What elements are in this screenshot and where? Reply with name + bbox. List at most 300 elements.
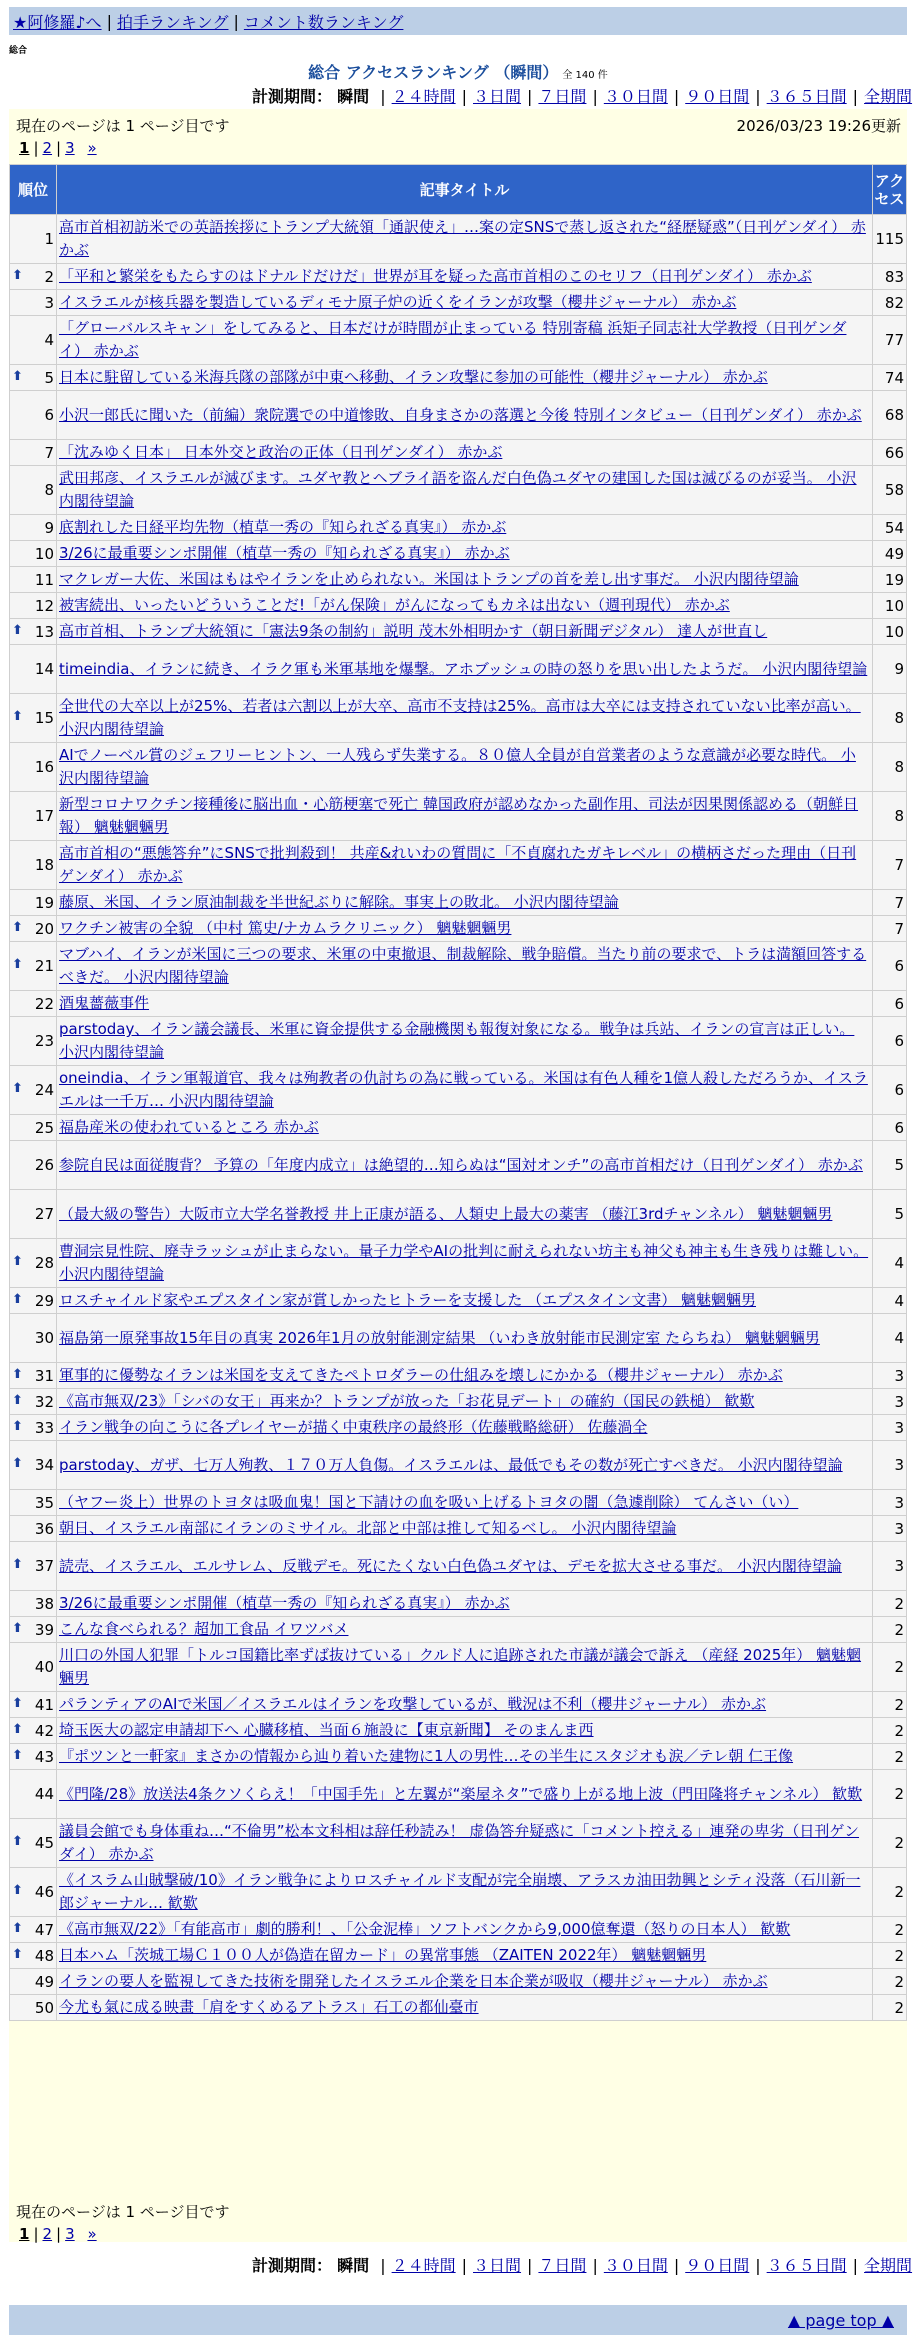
access-count-cell: 3 <box>873 1516 906 1541</box>
period-separator: | <box>592 2256 598 2275</box>
access-count-cell: 6 <box>873 1066 906 1114</box>
article-title-link[interactable]: 高市首相の“悪態答弁”にSNSで批判殺到！ 共産&れいわの質問に「不貞腐れたガキレベル」の横柄さだった理由（日刊ゲンダイ） 赤かぶ <box>59 844 857 885</box>
title-cell <box>57 1917 872 1942</box>
table-row <box>10 1115 906 1140</box>
table-row <box>10 567 906 592</box>
title-cell <box>57 1389 872 1414</box>
home-link[interactable]: ★阿修羅♪へ <box>13 12 102 32</box>
rank-cell <box>10 991 56 1016</box>
rank-number: 7 <box>44 443 54 462</box>
up-arrow-icon: ⬆ <box>12 1747 23 1763</box>
pager-page-link[interactable]: 3 <box>65 2225 75 2243</box>
article-title-link[interactable]: 底割れした日経平均先物（植草一秀の『知られざる真実』） 赤かぶ <box>59 518 507 536</box>
access-count-cell: 4 <box>873 1239 906 1287</box>
table-row <box>10 1314 906 1362</box>
up-arrow-icon: ⬆ <box>12 1946 23 1962</box>
rank-cell <box>10 1617 56 1642</box>
period-separator: | <box>673 2256 680 2275</box>
table-row <box>10 1363 906 1388</box>
table-row <box>10 1718 906 1743</box>
table-row <box>10 290 906 315</box>
period-option-link[interactable]: ３日間 <box>473 2256 522 2275</box>
article-title-link[interactable]: （最大級の警告）大阪市立大学名誉教授 井上正康が語る、人類史上最大の薬害 （藤江3rdチャンネル） 魑魅魍魎男 <box>59 1204 833 1223</box>
up-arrow-icon: ⬆ <box>12 1456 23 1471</box>
rank-cell <box>10 1917 56 1942</box>
article-title-link[interactable]: 読売、イスラエル、エルサレム、反戦デモ。死にたくない白色偽ユダヤは、デモを拡大させる事だ。 小沢内閣待望論 <box>59 1556 842 1575</box>
period-separator: | <box>527 87 533 106</box>
access-count-cell: 8 <box>873 694 906 742</box>
article-title-link[interactable]: イラン戦争の向こうに各プレイヤーが描く中東秩序の最終形（佐藤戦略総研） 佐藤渦全 <box>59 1418 648 1436</box>
access-count-cell: 8 <box>873 743 906 791</box>
period-option-link[interactable]: ２４時間 <box>391 87 456 106</box>
title-cell <box>57 1516 872 1541</box>
period-separator: | <box>380 2256 386 2275</box>
up-arrow-icon: ⬆ <box>12 1081 23 1096</box>
article-title-link[interactable]: 藤原、米国、イラン原油制裁を半世紀ぶりに解除。事実上の敗北。 小沢内閣待望論 <box>59 893 619 911</box>
table-row <box>10 1017 906 1065</box>
period-separator: | <box>852 87 859 106</box>
table-row <box>10 619 906 644</box>
access-count-cell: 4 <box>873 1314 906 1362</box>
article-title-link[interactable]: timeindia、イランに続き、イラク軍も米軍基地を爆撃。アホブッシュの時の怒りを思い出したようだ。 小沢内閣待望論 <box>59 659 868 678</box>
rank-cell <box>10 515 56 540</box>
article-title-link[interactable]: 高市首相、トランプ大統領に「憲法9条の制約」説明 茂木外相明かす（朝日新聞デジタル） 達人が世直し <box>59 622 768 640</box>
access-count-cell: 3 <box>873 1389 906 1414</box>
article-title-link[interactable]: 《高市無双/22》「有能高市」劇的勝利！、「公金泥棒」ソフトバンクから9,000億奪還（怒りの日本人） 歓歎 <box>59 1920 791 1938</box>
rank-cell <box>10 1441 56 1489</box>
article-title-link[interactable]: 「沈みゆく日本」 日本外交と政治の正体（日刊ゲンダイ） 赤かぶ <box>59 443 503 461</box>
pager-top <box>19 139 97 157</box>
pager-separator <box>79 2225 84 2243</box>
article-title-link[interactable]: 川口の外国人犯罪「トルコ国籍比率ずば抜けている」クルド人に追跡された市議が議会で訴え （産経 2025年） 魑魅魍魎男 <box>59 1646 862 1687</box>
total-count: 全 140 件 <box>562 70 608 81</box>
table-row <box>10 743 906 791</box>
period-selector-bottom <box>252 2253 912 2276</box>
access-count-cell: 2 <box>873 1718 906 1743</box>
table-row <box>10 1389 906 1414</box>
title-cell <box>57 1744 872 1769</box>
rank-cell <box>10 916 56 941</box>
up-arrow-icon: ⬆ <box>12 267 23 283</box>
article-title-link[interactable]: parstoday、イラン議会議長、米軍に資金提供する金融機関も報復対象になる。戦争は兵站、イランの宣言は正しい。 小沢内閣待望論 <box>59 1020 855 1061</box>
title-cell <box>57 1995 872 2020</box>
rank-cell <box>10 1516 56 1541</box>
title-cell <box>57 466 872 514</box>
table-row <box>10 890 906 915</box>
rank-number: 49 <box>34 1972 54 1991</box>
article-title-link[interactable]: （ヤフー炎上）世界のトヨタは吸血鬼！国と下請けの血を吸い上げるトヨタの闇（急遽削除） てんさい（い） <box>59 1493 799 1511</box>
rank-cell <box>10 1943 56 1968</box>
title-cell <box>57 391 872 439</box>
table-row <box>10 1643 906 1691</box>
up-arrow-icon: ⬆ <box>12 1695 23 1711</box>
access-count-cell: 2 <box>873 1617 906 1642</box>
up-arrow-icon: ⬆ <box>12 709 23 724</box>
rank-number: 13 <box>34 622 54 641</box>
rank-number: 23 <box>34 1032 54 1050</box>
rank-number: 25 <box>34 1118 54 1137</box>
title-cell <box>57 290 872 315</box>
article-title-link[interactable]: 3/26に最重要シンポ開催（植草一秀の『知られざる真実』） 赤かぶ <box>59 544 510 562</box>
article-title-link[interactable]: 新型コロナワクチン接種後に脳出血・心筋梗塞で死亡 韓国政府が認めなかった副作用、司法が因果関係認める（朝鮮日報） 魑魅魍魎男 <box>59 795 859 836</box>
up-arrow-icon: ⬆ <box>12 1392 23 1408</box>
article-title-link[interactable]: 小沢一郎氏に聞いた（前編）衆院選での中道惨敗、自身まさかの落選と今後 特別インタビュー（日刊ゲンダイ） 赤かぶ <box>59 405 862 424</box>
rank-cell <box>10 1363 56 1388</box>
rank-number: 24 <box>34 1081 54 1099</box>
table-header-row <box>10 165 906 214</box>
title-cell <box>57 645 872 693</box>
rank-number: 41 <box>34 1695 54 1714</box>
period-option-link[interactable]: ７日間 <box>538 87 587 106</box>
rank-number: 36 <box>34 1519 54 1538</box>
rank-cell <box>10 942 56 990</box>
period-option-link[interactable]: ９０日間 <box>685 87 750 106</box>
rank-number: 9 <box>44 518 54 537</box>
period-option-link[interactable]: ２４時間 <box>391 2256 456 2275</box>
access-count-cell: 7 <box>873 841 906 889</box>
rank-cell <box>10 1969 56 1994</box>
article-title-link[interactable]: 3/26に最重要シンポ開催（植草一秀の『知られざる真実』） 赤かぶ <box>59 1594 510 1612</box>
rank-number: 31 <box>34 1366 54 1385</box>
rank-cell <box>10 215 56 263</box>
period-option-link[interactable]: ３６５日間 <box>766 2256 847 2275</box>
article-title-link[interactable]: 全世代の大卒以上が25%、若者は六割以上が大卒、高市不支持は25%。高市は大卒には支持されていない比率が高い。 小沢内閣待望論 <box>59 697 861 738</box>
title-cell <box>57 1490 872 1515</box>
top-nav-bar <box>9 7 907 35</box>
rank-cell <box>10 1744 56 1769</box>
access-count-cell: 66 <box>873 440 906 465</box>
pager-next-link[interactable]: » <box>87 139 97 157</box>
rank-cell <box>10 365 56 390</box>
title-cell <box>57 215 872 263</box>
article-title-link[interactable]: 酒鬼薔薇事件 <box>59 994 150 1012</box>
access-count-cell: 6 <box>873 1115 906 1140</box>
access-count-cell: 19 <box>873 567 906 592</box>
title-cell <box>57 1943 872 1968</box>
article-title-link[interactable]: AIでノーベル賞のジェフリーヒントン、一人残らず失業する。８０億人全員が自営業者のような意識が必要な時代。 小沢内閣待望論 <box>59 746 856 787</box>
access-count-cell: 77 <box>873 316 906 364</box>
pager-page-link[interactable]: 2 <box>42 2225 53 2243</box>
rank-number: 3 <box>44 293 54 312</box>
table-row <box>10 841 906 889</box>
period-current: 瞬間 <box>337 2256 370 2275</box>
rank-number: 29 <box>34 1291 54 1310</box>
title-cell <box>57 792 872 840</box>
period-option-link[interactable]: ９０日間 <box>685 2256 750 2275</box>
title-cell <box>57 1819 872 1867</box>
access-count-cell: 2 <box>873 1591 906 1616</box>
article-title-link[interactable]: イランの要人を監視してきた技術を開発したイスラエル企業を日本企業が吸収（櫻井ジャーナル） 赤かぶ <box>59 1972 768 1990</box>
article-title-link[interactable]: 「グローバルスキャン」をしてみると、日本だけが時間が止まっている 特別寄稿 浜矩子同志社大学教授（日刊ゲンダイ） 赤かぶ <box>59 319 847 360</box>
rank-number: 11 <box>34 570 54 589</box>
period-separator: | <box>461 2256 468 2275</box>
article-title-link[interactable]: 日本に駐留している米海兵隊の部隊が中東へ移動、イラン攻撃に参加の可能性（櫻井ジャーナル） 赤かぶ <box>59 368 768 386</box>
page-info-top: 現在のページは 1 ページ目です <box>16 117 230 135</box>
table-row <box>10 515 906 540</box>
title-cell <box>57 1314 872 1362</box>
rank-number: 16 <box>34 758 54 776</box>
article-title-link[interactable]: 埼玉医大の認定申請却下へ 心臓移植、当面６施設に【東京新聞】 そのまんま西 <box>59 1721 594 1739</box>
table-row <box>10 1239 906 1287</box>
period-option-link[interactable]: ３６５日間 <box>766 87 847 106</box>
access-count-cell: 4 <box>873 1288 906 1313</box>
title-cell <box>57 1591 872 1616</box>
table-row <box>10 541 906 566</box>
article-title-link[interactable]: 曹洞宗見性院、廃寺ラッシュが止まらない。量子力学やAIの批判に耐えられない坊主も神父も神主も生き残りは難しい。 小沢内閣待望論 <box>59 1242 869 1283</box>
article-title-link[interactable]: 日本ハム「茨城工場Ｃ１００人が偽造在留カード」の異常事態 （ZAITEN 2022年） 魑魅魍魎男 <box>59 1946 707 1964</box>
period-option-link[interactable]: 全期間 <box>864 2256 913 2275</box>
up-arrow-icon: ⬆ <box>12 1254 23 1269</box>
up-arrow-icon: ⬆ <box>12 1620 23 1636</box>
article-title-link[interactable]: マブハイ、イランが米国に三つの要求、米軍の中東撤退、制裁解除、戦争賠償。当たり前の要求で、トラは満額回答するべきだ。 小沢内閣待望論 <box>59 945 867 986</box>
period-label: 計測期間： <box>252 2256 333 2275</box>
rank-cell <box>10 1314 56 1362</box>
footer-bar <box>9 2305 907 2335</box>
rank-number: 35 <box>34 1493 54 1512</box>
access-count-cell: 2 <box>873 1819 906 1867</box>
article-title-link[interactable]: 被害続出、いったいどういうことだ!「がん保険」がんになってもカネは出ない（週刊現代） 赤かぶ <box>59 596 730 614</box>
article-title-link[interactable]: 《イスラム山賊撃破/10》イラン戦争によりロスチャイルド支配が完全崩壊、アラスカ油田勃興とシティ没落（石川新一郎ジャーナル… 歓歎 <box>59 1871 861 1912</box>
article-title-link[interactable]: 福島第一原発事故15年目の真実 2026年1月の放射能測定結果 （いわき放射能市民測定室 たらちね） 魑魅魍魎男 <box>59 1328 820 1347</box>
up-arrow-icon: ⬆ <box>12 1920 23 1936</box>
table-row <box>10 1692 906 1717</box>
table-row <box>10 440 906 465</box>
table-row <box>10 1617 906 1642</box>
article-title-link[interactable]: 《門隆/28》放送法4条クソくらえ！「中国手先」と左翼が“楽屋ネタ”で盛り上がる地上波（門田隆将チャンネル） 歓歎 <box>59 1784 863 1803</box>
rank-cell <box>10 391 56 439</box>
table-row <box>10 1819 906 1867</box>
title-cell <box>57 1617 872 1642</box>
table-row <box>10 1516 906 1541</box>
rank-number: 39 <box>34 1620 54 1639</box>
rank-number: 22 <box>34 994 54 1013</box>
period-separator: | <box>380 87 386 106</box>
rank-number: 37 <box>34 1557 54 1575</box>
up-arrow-icon: ⬆ <box>12 1291 23 1307</box>
rank-cell <box>10 792 56 840</box>
access-count-cell: 2 <box>873 1917 906 1942</box>
rank-cell <box>10 1141 56 1189</box>
article-title-link[interactable]: ワクチン被害の全貌 （中村 篤史/ナカムラクリニック） 魑魅魍魎男 <box>59 919 512 937</box>
access-count-cell: 8 <box>873 792 906 840</box>
rank-number: 38 <box>34 1594 54 1613</box>
access-count-cell: 83 <box>873 264 906 289</box>
period-separator: | <box>673 87 680 106</box>
pager-separator: | <box>33 2225 39 2243</box>
table-row <box>10 1591 906 1616</box>
table-row <box>10 1190 906 1238</box>
rank-cell <box>10 1868 56 1916</box>
title-cell <box>57 316 872 364</box>
article-title-link[interactable]: 参院自民は面従腹背？ 予算の「年度内成立」は絶望的…知らぬは“国対オンチ”の高市首相だけ（日刊ゲンダイ） 赤かぶ <box>59 1155 863 1174</box>
access-count-cell: 74 <box>873 365 906 390</box>
table-row <box>10 645 906 693</box>
updated-timestamp: 2026/03/23 19:26更新 <box>736 117 901 135</box>
article-title-link[interactable]: parstoday、ガザ、七万人殉教、１７０万人負傷。イスラエルは、最低でもその数が死亡すべきだ。 小沢内閣待望論 <box>59 1455 843 1474</box>
rank-column-header: 順位 <box>10 165 56 214</box>
title-cell <box>57 1643 872 1691</box>
rank-number: 40 <box>34 1658 54 1676</box>
table-row <box>10 916 906 941</box>
table-row <box>10 1066 906 1114</box>
period-separator: | <box>592 87 598 106</box>
period-separator: | <box>755 87 761 106</box>
rank-number: 6 <box>44 406 54 424</box>
rank-cell <box>10 1190 56 1238</box>
section-label: 総合 <box>9 46 28 56</box>
period-label: 計測期間： <box>252 87 333 106</box>
article-title-link[interactable]: パランティアのAIで米国／イスラエルはイランを攻撃しているが、戦況は不利（櫻井ジャーナル） 赤かぶ <box>59 1695 767 1713</box>
period-option-link[interactable]: 全期間 <box>864 87 913 106</box>
rank-cell <box>10 1389 56 1414</box>
title-cell <box>57 942 872 990</box>
rank-number: 21 <box>34 957 54 975</box>
comment-ranking-link[interactable]: コメント数ランキング <box>243 12 404 32</box>
ranking-table <box>9 164 907 2021</box>
rank-cell <box>10 567 56 592</box>
rank-cell <box>10 541 56 566</box>
access-count-cell: 2 <box>873 1744 906 1769</box>
rank-cell <box>10 694 56 742</box>
table-row <box>10 466 906 514</box>
title-cell <box>57 1969 872 1994</box>
rank-cell <box>10 1490 56 1515</box>
rank-cell <box>10 1066 56 1114</box>
rank-number: 45 <box>34 1834 54 1852</box>
table-row <box>10 1995 906 2020</box>
pager-page-link[interactable]: 2 <box>42 139 53 157</box>
rank-cell <box>10 1542 56 1590</box>
title-cell <box>57 567 872 592</box>
table-row <box>10 991 906 1016</box>
clap-ranking-link[interactable]: 拍手ランキング <box>116 12 229 32</box>
up-arrow-icon: ⬆ <box>12 622 23 638</box>
table-row <box>10 264 906 289</box>
table-row <box>10 1441 906 1489</box>
title-cell <box>57 916 872 941</box>
article-title-link[interactable]: 《高市無双/23》「シバの女王」再来か？トランプが放った「お花見デート」の確約（国民の鉄槌） 歓歎 <box>59 1392 755 1410</box>
pager-page-link[interactable]: 3 <box>65 139 75 157</box>
up-arrow-icon: ⬆ <box>12 957 23 972</box>
title-cell <box>57 593 872 618</box>
title-cell <box>57 515 872 540</box>
page-title-block <box>0 60 916 83</box>
period-option-link[interactable]: ３０日間 <box>603 87 668 106</box>
rank-number: 14 <box>34 660 54 678</box>
article-title-link[interactable]: 武田邦彦、イスラエルが滅びます。ユダヤ教とヘブライ語を盗んだ白色偽ユダヤの建国した国は滅びるのが妥当。 小沢内閣待望論 <box>59 469 857 510</box>
article-title-link[interactable]: イスラエルが核兵器を製造しているディモナ原子炉の近くをイランが攻撃（櫻井ジャーナル） 赤かぶ <box>59 293 737 311</box>
access-count-cell: 68 <box>873 391 906 439</box>
period-option-link[interactable]: ７日間 <box>538 2256 587 2275</box>
title-cell <box>57 1288 872 1313</box>
table-row <box>10 1969 906 1994</box>
table-row <box>10 391 906 439</box>
table-row <box>10 1490 906 1515</box>
up-arrow-icon: ⬆ <box>12 1557 23 1572</box>
rank-cell <box>10 290 56 315</box>
access-count-cell: 3 <box>873 1490 906 1515</box>
access-count-cell: 6 <box>873 942 906 990</box>
article-title-link[interactable]: ロスチャイルド家やエプスタイン家が賞しかったヒトラーを支援した （エプスタイン文書） 魑魅魍魎男 <box>59 1291 756 1309</box>
up-arrow-icon: ⬆ <box>12 1366 23 1382</box>
up-arrow-icon: ⬆ <box>12 1721 23 1737</box>
title-cell <box>57 1868 872 1916</box>
period-option-link[interactable]: ３０日間 <box>603 2256 668 2275</box>
access-count-cell: 2 <box>873 1770 906 1818</box>
title-cell <box>57 1363 872 1388</box>
rank-number: 26 <box>34 1156 54 1174</box>
rank-cell <box>10 743 56 791</box>
rank-number: 12 <box>34 596 54 615</box>
access-count-cell: 115 <box>873 215 906 263</box>
article-title-link[interactable]: 議員会館でも身体重ね…“不倫男”松本文科相は辞任秒読み！ 虚偽答弁疑惑に「コメント控える」連発の卑劣（日刊ゲンダイ） 赤かぶ <box>59 1822 860 1863</box>
table-row <box>10 1288 906 1313</box>
article-title-link[interactable]: 朝日、イスラエル南部にイランのミサイル。北部と中部は推して知るべし。 小沢内閣待望論 <box>59 1519 677 1537</box>
rank-cell <box>10 593 56 618</box>
table-row <box>10 365 906 390</box>
table-row <box>10 1744 906 1769</box>
access-count-cell: 49 <box>873 541 906 566</box>
article-title-link[interactable]: 軍事的に優勢なイランは米国を支えてきたペトロダラーの仕組みを壊しにかかる（櫻井ジャーナル） 赤かぶ <box>59 1366 783 1384</box>
rank-cell <box>10 1718 56 1743</box>
article-title-link[interactable]: 福島産米の使われているところ 赤かぶ <box>59 1118 319 1136</box>
rank-cell <box>10 440 56 465</box>
article-title-link[interactable]: 『ポツンと一軒家』まさかの情報から辿り着いた建物に1人の男性…その半生にスタジオも涙／テレ朝 仁王像 <box>59 1747 794 1765</box>
table-row <box>10 316 906 364</box>
access-count-cell: 2 <box>873 1692 906 1717</box>
up-arrow-icon: ⬆ <box>12 1418 23 1434</box>
rank-cell <box>10 466 56 514</box>
period-option-link[interactable]: ３日間 <box>473 87 522 106</box>
access-count-cell: 58 <box>873 466 906 514</box>
access-count-cell: 6 <box>873 991 906 1016</box>
rank-number: 27 <box>34 1205 54 1223</box>
rank-cell <box>10 645 56 693</box>
article-title-link[interactable]: 今尤も氣に成る映畫「肩をすくめるアトラス」石工の都仙臺市 <box>59 1998 479 2016</box>
page-top-link[interactable]: ▲ page top ▲ <box>787 2311 894 2330</box>
table-row <box>10 1868 906 1916</box>
table-row <box>10 1917 906 1942</box>
rank-number: 17 <box>34 807 54 825</box>
rank-number: 34 <box>34 1456 54 1474</box>
access-count-cell: 82 <box>873 290 906 315</box>
period-separator: | <box>755 2256 761 2275</box>
rank-cell <box>10 1239 56 1287</box>
rank-cell <box>10 1415 56 1440</box>
title-cell <box>57 365 872 390</box>
article-title-link[interactable]: 高市首相初訪米での英語挨拶にトランプ大統領「通訳使え」…案の定SNSで蒸し返された“経歴疑惑”（日刊ゲンダイ） 赤かぶ <box>59 218 866 259</box>
title-cell <box>57 841 872 889</box>
access-count-cell: 2 <box>873 1969 906 1994</box>
title-cell <box>57 694 872 742</box>
article-title-link[interactable]: マクレガー大佐、米国はもはやイランを止められない。米国はトランプの首を差し出す事だ。 小沢内閣待望論 <box>59 570 799 588</box>
title-cell <box>57 743 872 791</box>
rank-number: 30 <box>34 1329 54 1347</box>
rank-cell <box>10 1819 56 1867</box>
table-row <box>10 593 906 618</box>
article-title-link[interactable]: oneindia、イラン軍報道官、我々は殉教者の仇討ちの為に戦っている。米国は有色人種を1億人殺しただろうか、イスラエルは一千万… 小沢内閣待望論 <box>59 1069 868 1110</box>
title-cell <box>57 1415 872 1440</box>
rank-cell <box>10 316 56 364</box>
rank-number: 42 <box>34 1721 54 1740</box>
article-title-link[interactable]: こんな食べられる？超加工食品 イワツバメ <box>59 1620 349 1638</box>
article-title-link[interactable]: 「平和と繁栄をもたらすのはドナルドだけだ」世界が耳を疑った高市首相のこのセリフ（日刊ゲンダイ） 赤かぶ <box>59 267 812 285</box>
rank-cell <box>10 1591 56 1616</box>
title-cell <box>57 1141 872 1189</box>
access-count-cell: 3 <box>873 1415 906 1440</box>
pager-next-link[interactable]: » <box>87 2225 97 2243</box>
rank-cell <box>10 1115 56 1140</box>
